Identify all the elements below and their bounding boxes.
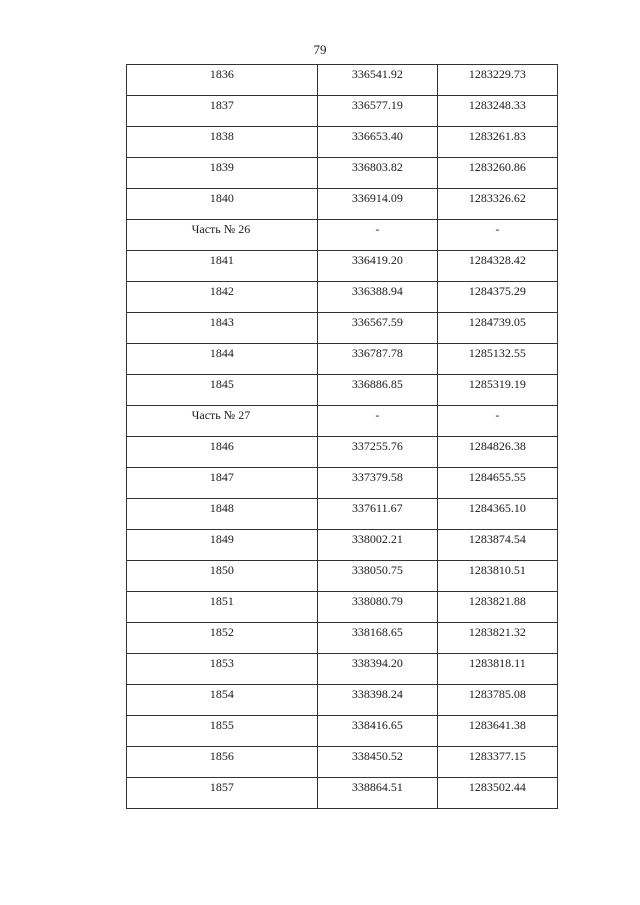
section-header-row: [127, 220, 558, 251]
x-coordinate-cell-text: 338450.52: [351, 749, 403, 763]
point-number-cell: [127, 96, 318, 127]
x-coordinate-cell: [317, 530, 437, 561]
x-coordinate-cell-text: -: [375, 222, 380, 236]
point-number-cell-text: 1847: [209, 470, 234, 484]
point-number-cell: [127, 561, 318, 592]
y-coordinate-cell-text: 1283810.51: [468, 563, 526, 577]
y-coordinate-cell-text: 1283818.11: [469, 656, 526, 670]
point-number-cell-text: 1836: [209, 67, 234, 81]
y-coordinate-cell-text: -: [495, 408, 500, 422]
table-row: [127, 530, 558, 561]
point-number-cell-text: 1854: [209, 687, 234, 701]
point-number-cell: [127, 716, 318, 747]
y-coordinate-cell-text: 1283821.88: [468, 594, 526, 608]
y-coordinate-cell: [437, 65, 557, 96]
x-coordinate-cell-text: 336653.40: [351, 129, 403, 143]
x-coordinate-cell-text: 338864.51: [351, 780, 403, 794]
point-number-cell: [127, 158, 318, 189]
point-number-cell: [127, 406, 318, 437]
x-coordinate-cell-text: 336787.78: [351, 346, 403, 360]
x-coordinate-cell: [317, 375, 437, 406]
x-coordinate-cell: [317, 313, 437, 344]
point-number-cell: [127, 127, 318, 158]
y-coordinate-cell: [437, 344, 557, 375]
y-coordinate-cell: [437, 127, 557, 158]
y-coordinate-cell-text: 1283502.44: [468, 780, 526, 794]
point-number-cell-text: 1848: [209, 501, 234, 515]
x-coordinate-cell-text: 336567.59: [351, 315, 403, 329]
table-row: [127, 468, 558, 499]
table-row: [127, 747, 558, 778]
point-number-cell-text: 1849: [209, 532, 234, 546]
y-coordinate-cell-text: 1285132.55: [468, 346, 526, 360]
y-coordinate-cell-text: 1284739.05: [468, 315, 526, 329]
x-coordinate-cell: [317, 592, 437, 623]
y-coordinate-cell-text: -: [495, 222, 500, 236]
point-number-cell-text: 1852: [209, 625, 234, 639]
y-coordinate-cell: [437, 716, 557, 747]
x-coordinate-cell: [317, 561, 437, 592]
table-row: [127, 499, 558, 530]
x-coordinate-cell-text: 338398.24: [351, 687, 403, 701]
x-coordinate-cell: [317, 654, 437, 685]
y-coordinate-cell-text: 1284655.55: [468, 470, 526, 484]
y-coordinate-cell: [437, 220, 557, 251]
point-number-cell: [127, 189, 318, 220]
table-row: [127, 127, 558, 158]
table-row: [127, 716, 558, 747]
section-header-row: [127, 406, 558, 437]
table-row: [127, 654, 558, 685]
point-number-cell: [127, 251, 318, 282]
y-coordinate-cell: [437, 375, 557, 406]
point-number-cell-text: Часть № 27: [191, 408, 251, 422]
x-coordinate-cell: [317, 437, 437, 468]
y-coordinate-cell: [437, 654, 557, 685]
point-number-cell-text: 1841: [209, 253, 234, 267]
point-number-cell-text: 1845: [209, 377, 234, 391]
point-number-cell: [127, 344, 318, 375]
x-coordinate-cell-text: 336886.85: [351, 377, 403, 391]
y-coordinate-cell: [437, 313, 557, 344]
point-number-cell-text: 1844: [209, 346, 234, 360]
y-coordinate-cell-text: 1283260.86: [468, 160, 526, 174]
point-number-cell: [127, 499, 318, 530]
point-number-cell: [127, 530, 318, 561]
y-coordinate-cell: [437, 282, 557, 313]
y-coordinate-cell: [437, 96, 557, 127]
coordinates-table: [126, 64, 558, 809]
table-row: [127, 778, 558, 809]
y-coordinate-cell: [437, 158, 557, 189]
point-number-cell-text: 1839: [209, 160, 234, 174]
y-coordinate-cell-text: 1284328.42: [468, 253, 526, 267]
point-number-cell: [127, 747, 318, 778]
point-number-cell: [127, 220, 318, 251]
x-coordinate-cell: [317, 747, 437, 778]
table-row: [127, 65, 558, 96]
x-coordinate-cell: [317, 96, 437, 127]
y-coordinate-cell: [437, 778, 557, 809]
point-number-cell: [127, 654, 318, 685]
y-coordinate-cell: [437, 437, 557, 468]
table-row: [127, 251, 558, 282]
table-row: [127, 189, 558, 220]
y-coordinate-cell: [437, 251, 557, 282]
y-coordinate-cell-text: 1283821.32: [468, 625, 526, 639]
point-number-cell-text: 1855: [209, 718, 234, 732]
point-number-cell-text: 1850: [209, 563, 234, 577]
x-coordinate-cell: [317, 623, 437, 654]
y-coordinate-cell-text: 1283261.83: [468, 129, 526, 143]
table-row: [127, 313, 558, 344]
point-number-cell-text: 1853: [209, 656, 234, 670]
table-row: [127, 375, 558, 406]
x-coordinate-cell: [317, 220, 437, 251]
table-row: [127, 282, 558, 313]
x-coordinate-cell: [317, 685, 437, 716]
x-coordinate-cell-text: 336914.09: [351, 191, 403, 205]
x-coordinate-cell-text: -: [375, 408, 380, 422]
x-coordinate-cell-text: 336577.19: [351, 98, 403, 112]
y-coordinate-cell-text: 1283326.62: [468, 191, 526, 205]
x-coordinate-cell-text: 338416.65: [351, 718, 403, 732]
x-coordinate-cell: [317, 406, 437, 437]
y-coordinate-cell-text: 1283785.08: [468, 687, 526, 701]
table-row: [127, 158, 558, 189]
x-coordinate-cell: [317, 468, 437, 499]
point-number-cell-text: 1857: [209, 780, 234, 794]
table-row: [127, 623, 558, 654]
x-coordinate-cell: [317, 716, 437, 747]
table-row: [127, 592, 558, 623]
y-coordinate-cell-text: 1284375.29: [468, 284, 526, 298]
y-coordinate-cell-text: 1284826.38: [468, 439, 526, 453]
page-number: 79: [313, 42, 327, 57]
x-coordinate-cell-text: 337379.58: [351, 470, 403, 484]
table-row: [127, 561, 558, 592]
y-coordinate-cell: [437, 499, 557, 530]
y-coordinate-cell-text: 1283248.33: [468, 98, 526, 112]
y-coordinate-cell-text: 1283641.38: [468, 718, 526, 732]
point-number-cell: [127, 375, 318, 406]
y-coordinate-cell: [437, 747, 557, 778]
point-number-cell-text: 1843: [209, 315, 234, 329]
x-coordinate-cell-text: 336803.82: [351, 160, 403, 174]
point-number-cell: [127, 623, 318, 654]
x-coordinate-cell-text: 336419.20: [351, 253, 403, 267]
x-coordinate-cell-text: 336541.92: [351, 67, 403, 81]
x-coordinate-cell-text: 336388.94: [351, 284, 403, 298]
x-coordinate-cell: [317, 251, 437, 282]
table-row: [127, 344, 558, 375]
x-coordinate-cell: [317, 499, 437, 530]
y-coordinate-cell-text: 1284365.10: [468, 501, 526, 515]
y-coordinate-cell: [437, 530, 557, 561]
x-coordinate-cell: [317, 344, 437, 375]
point-number-cell: [127, 468, 318, 499]
x-coordinate-cell: [317, 189, 437, 220]
point-number-cell-text: 1837: [209, 98, 234, 112]
point-number-cell-text: 1838: [209, 129, 234, 143]
x-coordinate-cell-text: 338002.21: [351, 532, 403, 546]
point-number-cell: [127, 282, 318, 313]
y-coordinate-cell: [437, 468, 557, 499]
y-coordinate-cell: [437, 189, 557, 220]
x-coordinate-cell: [317, 127, 437, 158]
point-number-cell: [127, 592, 318, 623]
y-coordinate-cell-text: 1283377.15: [468, 749, 526, 763]
x-coordinate-cell-text: 338394.20: [351, 656, 403, 670]
x-coordinate-cell: [317, 158, 437, 189]
y-coordinate-cell-text: 1283874.54: [468, 532, 526, 546]
x-coordinate-cell-text: 337611.67: [352, 501, 403, 515]
y-coordinate-cell: [437, 561, 557, 592]
y-coordinate-cell-text: 1283229.73: [468, 67, 526, 81]
point-number-cell-text: 1851: [209, 594, 234, 608]
x-coordinate-cell: [317, 282, 437, 313]
y-coordinate-cell: [437, 406, 557, 437]
table-row: [127, 685, 558, 716]
table-row: [127, 437, 558, 468]
x-coordinate-cell: [317, 65, 437, 96]
point-number-cell-text: 1856: [209, 749, 234, 763]
y-coordinate-cell: [437, 592, 557, 623]
point-number-cell-text: Часть № 26: [191, 222, 251, 236]
x-coordinate-cell: [317, 778, 437, 809]
point-number-cell-text: 1842: [209, 284, 234, 298]
x-coordinate-cell-text: 337255.76: [351, 439, 403, 453]
point-number-cell: [127, 313, 318, 344]
point-number-cell: [127, 685, 318, 716]
y-coordinate-cell-text: 1285319.19: [468, 377, 526, 391]
table-row: [127, 96, 558, 127]
point-number-cell: [127, 778, 318, 809]
x-coordinate-cell-text: 338050.75: [351, 563, 403, 577]
y-coordinate-cell: [437, 623, 557, 654]
point-number-cell-text: 1840: [209, 191, 234, 205]
x-coordinate-cell-text: 338168.65: [351, 625, 403, 639]
y-coordinate-cell: [437, 685, 557, 716]
x-coordinate-cell-text: 338080.79: [351, 594, 403, 608]
point-number-cell: [127, 437, 318, 468]
coordinates-table-body: [127, 65, 558, 809]
point-number-cell-text: 1846: [209, 439, 234, 453]
point-number-cell: [127, 65, 318, 96]
